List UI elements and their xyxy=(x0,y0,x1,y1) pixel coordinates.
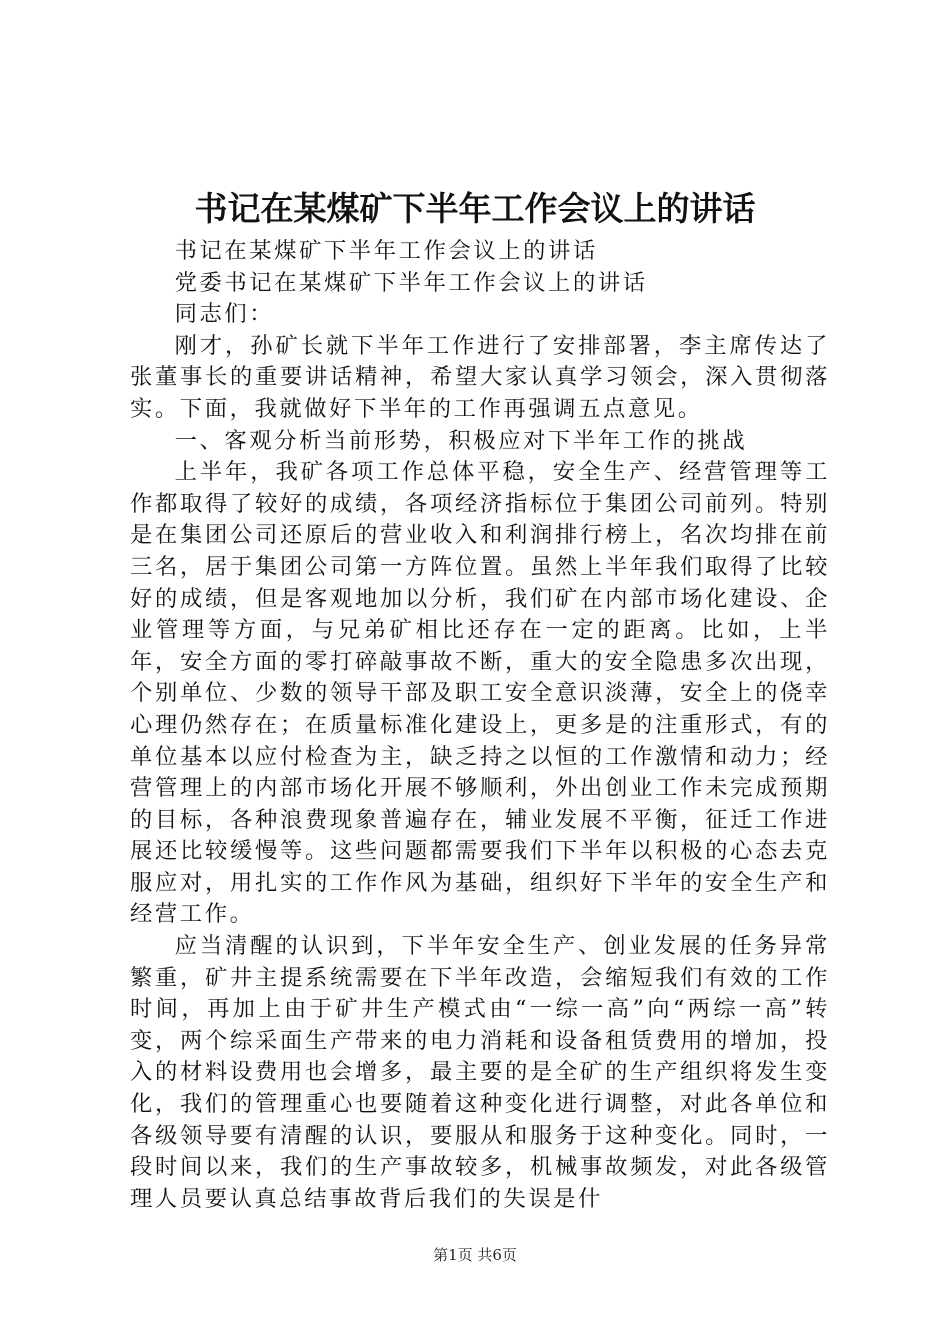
paragraph: 同志们： xyxy=(174,301,275,328)
paragraph: 书记在某煤矿下半年工作会议上的讲话 xyxy=(174,238,598,264)
paragraph: 应当清醒的认识到，下半年安全生产、创业发展的任务异常繁重，矿井主提系统需要在下半年改造，会缩短我们有效的工作时间，再加上由于矿井生产模式由“一综一高”向“两综一高”转变，两个综采面生产带来的电力消耗和设备租赁费用的增加，投入的材料设费用也会增多，最主要的是全矿的生产组织将发生变化，我们的管理重心也要随着这种变化进行调整，对此各单位和各级领导要有清醒的认识，要服从和服务于这种变化。同时，一段时间以来，我们的生产事故较多，机械事故频发，对此各级管理人员要认真总结事故背后我们的失误是什 xyxy=(130,933,830,1212)
page-number-footer: 第1页 共6页 xyxy=(433,1246,517,1264)
paragraph: 刚才，孙矿长就下半年工作进行了安排部署，李主席传达了张董事长的重要讲话精神，希望大家认真学习领会，深入贯彻落实。下面，我就做好下半年的工作再强调五点意见。 xyxy=(130,332,830,422)
document-title: 书记在某煤矿下半年工作会议上的讲话 xyxy=(194,189,756,228)
section-heading: 一、客观分析当前形势，积极应对下半年工作的挑战 xyxy=(174,427,748,454)
paragraph: 党委书记在某煤矿下半年工作会议上的讲话 xyxy=(174,269,648,296)
document-body xyxy=(130,236,830,1215)
paragraph: 上半年，我矿各项工作总体平稳，安全生产、经营管理等工作都取得了较好的成绩，各项经济指标位于集团公司前列。特别是在集团公司还原后的营业收入和利润排行榜上，名次均排在前三名，居于集团公司第一方阵位置。虽然上半年我们取得了比较好的成绩，但是客观地加以分析，我们矿在内部市场化建设、企业管理等方面，与兄弟矿相比还存在一定的距离。比如，上半年，安全方面的零打碎敲事故不断，重大的安全隐患多次出现，个别单位、少数的领导干部及职工安全意识淡薄，安全上的侥幸心理仍然存在；在质量标准化建设上，更多是的注重形式，有的单位基本以应付检查为主，缺乏持之以恒的工作激情和动力；经营管理上的内部市场化开展不够顺利，外出创业工作未完成预期的目标，各种浪费现象普遍存在，辅业发展不平衡，征迁工作进展还比较缓慢等。这些问题都需要我们下半年以积极的心态去克服应对，用扎实的工作作风为基础，组织好下半年的安全生产和经营工作。 xyxy=(130,459,830,928)
